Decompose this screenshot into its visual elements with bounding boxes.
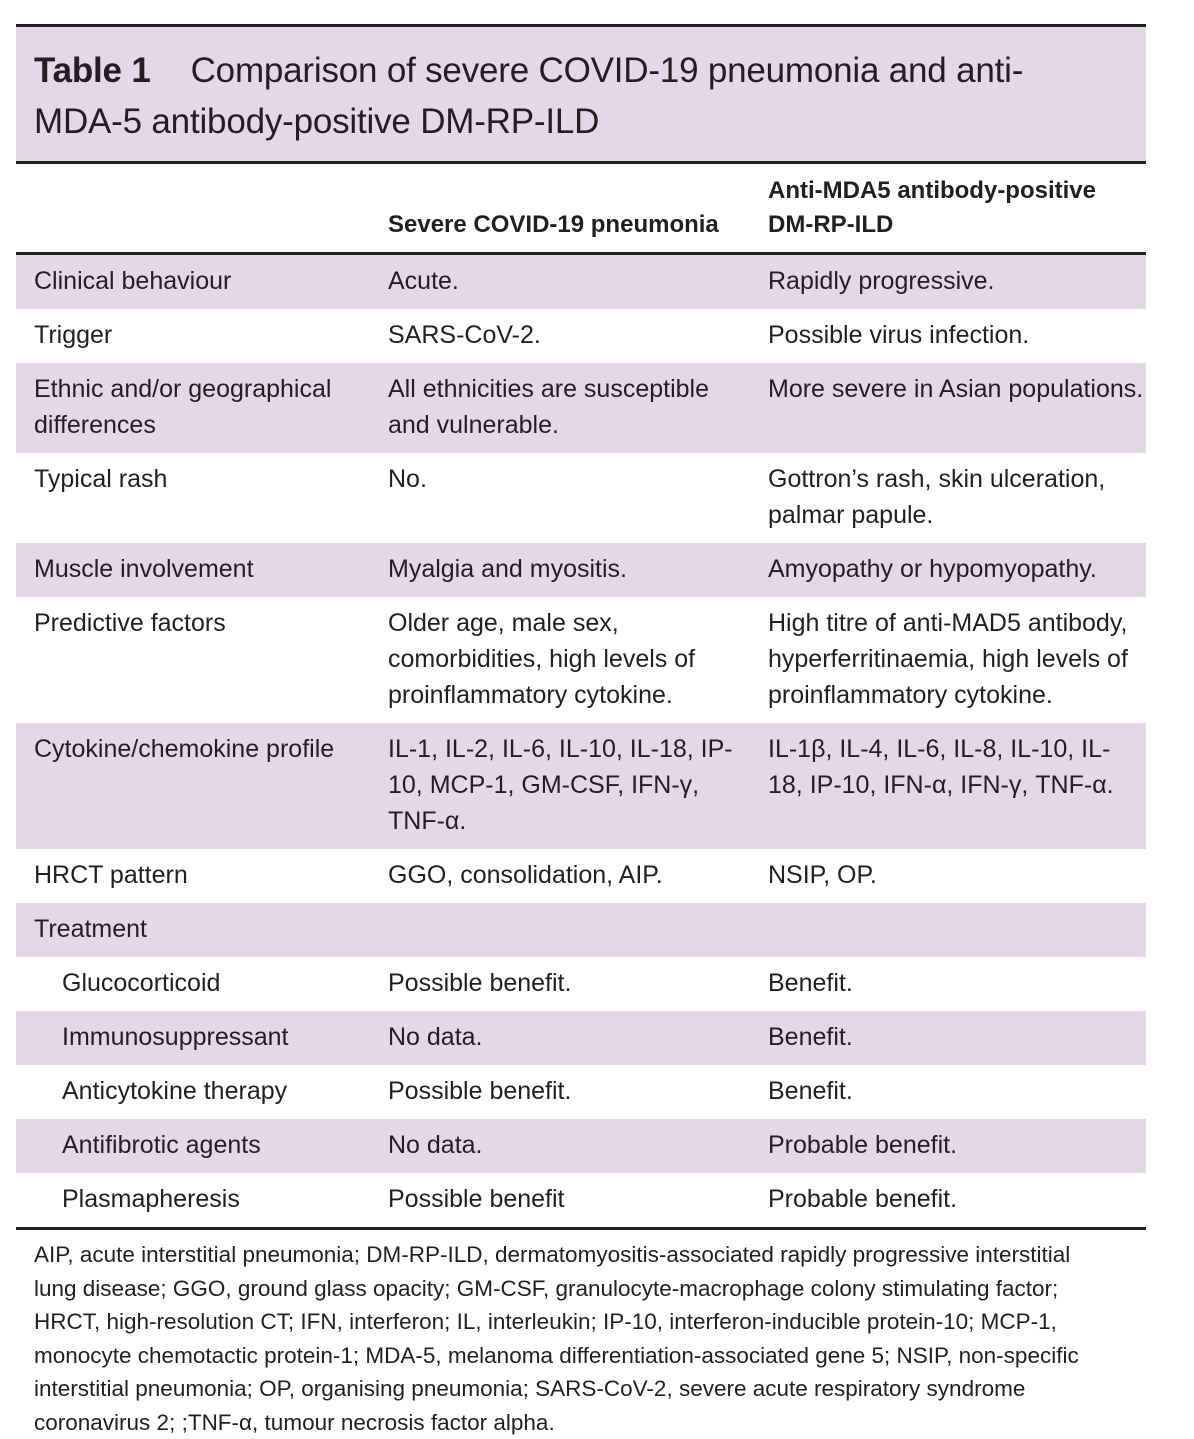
- mda5-cell: High titre of anti-MAD5 antibody, hyperferritinaemia, high levels of proinflammatory cytokine.: [768, 609, 1128, 709]
- mda5-cell: Benefit.: [768, 1077, 853, 1105]
- row-label: Muscle involvement: [16, 543, 370, 597]
- table-row: [16, 1011, 1146, 1065]
- header-mda5-line1: Anti-MDA5 antibody-positive: [768, 177, 1096, 204]
- comparison-table: [16, 164, 1146, 1230]
- covid-cell: No data.: [370, 1119, 750, 1173]
- mda5-cell: Amyopathy or hypomyopathy.: [750, 543, 1146, 597]
- covid-cell: IL-1, IL-2, IL-6, IL-10, IL-18, IP-10, MCP-1, GM-CSF, IFN-γ, TNF-α.: [370, 723, 750, 849]
- covid-cell: No.: [388, 465, 427, 493]
- table-row: [16, 254, 1146, 310]
- covid-cell: Myalgia and myositis.: [370, 543, 750, 597]
- header-mda5: [750, 164, 1146, 254]
- covid-cell: SARS-CoV-2.: [388, 321, 541, 349]
- mda5-cell: More severe in Asian populations.: [750, 363, 1146, 453]
- mda5-cell: Possible virus infection.: [768, 321, 1030, 349]
- table-row: [16, 543, 1146, 597]
- covid-cell: GGO, consolidation, AIP.: [388, 861, 663, 889]
- row-label: Immunosuppressant: [16, 1011, 370, 1065]
- row-label: Cytokine/chemokine profile: [16, 723, 370, 849]
- table-row: [16, 363, 1146, 453]
- covid-cell: All ethnicities are susceptible and vulnerable.: [370, 363, 750, 453]
- table-header-row: [16, 164, 1146, 254]
- table-row: [16, 1173, 1146, 1229]
- table-row: [16, 597, 1146, 723]
- row-label: Typical rash: [34, 465, 168, 493]
- mda5-cell: Probable benefit.: [750, 1119, 1146, 1173]
- row-label: Plasmapheresis: [62, 1185, 240, 1213]
- covid-cell: Older age, male sex, comorbidities, high levels of proinflammatory cytokine.: [388, 609, 696, 709]
- header-empty: [16, 164, 370, 254]
- covid-cell: Acute.: [370, 254, 750, 310]
- mda5-cell: NSIP, OP.: [768, 861, 877, 889]
- row-label: HRCT pattern: [34, 861, 188, 889]
- covid-cell: Possible benefit: [388, 1185, 565, 1213]
- table-label: Table 1: [34, 51, 151, 90]
- table-row: [16, 1065, 1146, 1119]
- mda5-cell: Gottron’s rash, skin ulceration, palmar papule.: [768, 465, 1106, 529]
- table-container: [16, 24, 1146, 1439]
- mda5-cell: Rapidly progressive.: [750, 254, 1146, 310]
- row-label: Treatment: [16, 903, 370, 957]
- header-mda5-line2: DM-RP-ILD: [768, 211, 894, 238]
- table-row: [16, 903, 1146, 957]
- mda5-cell: Probable benefit.: [768, 1185, 958, 1213]
- covid-cell: [370, 903, 750, 957]
- table-row: [16, 957, 1146, 1011]
- table-title: [34, 45, 1126, 147]
- row-label: Glucocorticoid: [62, 969, 221, 997]
- table-row: [16, 309, 1146, 363]
- row-label: Ethnic and/or geographical differences: [16, 363, 370, 453]
- row-label: Predictive factors: [34, 609, 226, 637]
- mda5-cell: IL-1β, IL-4, IL-6, IL-8, IL-10, IL-18, IP-10, IFN-α, IFN-γ, TNF-α.: [750, 723, 1146, 849]
- table-caption-line1: Comparison of severe COVID-19 pneumonia and anti-: [190, 51, 1024, 90]
- covid-cell: Possible benefit.: [388, 1077, 572, 1105]
- mda5-cell: Benefit.: [750, 1011, 1146, 1065]
- mda5-cell: [750, 903, 1146, 957]
- mda5-cell: Benefit.: [768, 969, 853, 997]
- row-label: Clinical behaviour: [16, 254, 370, 310]
- table-title-box: [16, 27, 1146, 164]
- table-row: [16, 723, 1146, 849]
- row-label: Anticytokine therapy: [62, 1077, 288, 1105]
- covid-cell: Possible benefit.: [388, 969, 572, 997]
- row-label: Trigger: [34, 321, 113, 349]
- header-covid: Severe COVID-19 pneumonia: [388, 211, 719, 238]
- table-row: [16, 453, 1146, 543]
- covid-cell: No data.: [370, 1011, 750, 1065]
- table-caption-line2: MDA-5 antibody-positive DM-RP-ILD: [34, 102, 600, 141]
- row-label: Antifibrotic agents: [16, 1119, 370, 1173]
- table-row: [16, 1119, 1146, 1173]
- table-row: [16, 849, 1146, 903]
- table-footnote: AIP, acute interstitial pneumonia; DM-RP-ILD, dermatomyositis-associated rapidly progressive interstitial lung disease; GGO, ground glass opacity; GM-CSF, granulocyte-macrophage colony stimulating factor; HRCT, high-resolution CT; IFN, interferon; IL, interleukin; IP-10, interferon-inducible protein-10; MCP-1, monocyte chemotactic protein-1; MDA-5, melanoma differentiation-associated gene 5; NSIP, non-specific interstitial pneumonia; OP, organising pneumonia; SARS-CoV-2, severe acute respiratory syndrome coronavirus 2; ;TNF-α, tumour necrosis factor alpha.: [34, 1242, 1079, 1435]
